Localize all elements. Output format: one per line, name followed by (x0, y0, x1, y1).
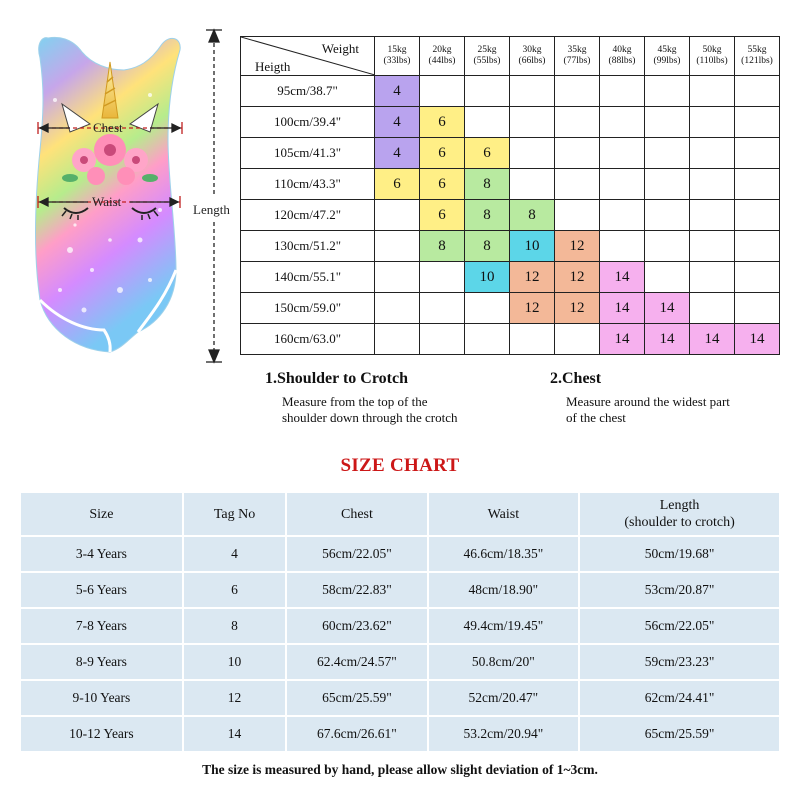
waist-cell: 46.6cm/18.35" (429, 537, 578, 571)
grid-cell (420, 262, 465, 293)
size-cell: 7-8 Years (21, 609, 182, 643)
grid-cell (555, 200, 600, 231)
col-header-chest: Chest (287, 493, 426, 535)
grid-cell (420, 293, 465, 324)
grid-cell (600, 169, 645, 200)
grid-row (241, 262, 780, 293)
waist-cell: 48cm/18.90" (429, 573, 578, 607)
weight-header-row (241, 37, 780, 76)
chest-measure-desc: Measure around the widest part of the chest (566, 394, 730, 425)
grid-cell: 10 (465, 262, 510, 293)
grid-cell: 6 (420, 169, 465, 200)
chest-cell: 62.4cm/24.57" (287, 645, 426, 679)
grid-cell (510, 138, 555, 169)
grid-cell (735, 107, 780, 138)
height-label: 95cm/38.7" (241, 76, 375, 107)
size-row (21, 717, 779, 751)
grid-cell (555, 169, 600, 200)
grid-cell (600, 231, 645, 262)
grid-cell (645, 231, 690, 262)
grid-cell (735, 169, 780, 200)
grid-cell: 6 (420, 138, 465, 169)
grid-row (241, 107, 780, 138)
size-row (21, 609, 779, 643)
grid-row (241, 76, 780, 107)
grid-cell: 14 (600, 293, 645, 324)
grid-cell: 14 (690, 324, 735, 355)
grid-cell: 14 (645, 293, 690, 324)
grid-cell (735, 231, 780, 262)
grid-cell: 12 (555, 262, 600, 293)
length-cell: 62cm/24.41" (580, 681, 779, 715)
grid-row (241, 138, 780, 169)
weight-col-20kg: 20kg (44lbs) (420, 37, 465, 76)
grid-cell (510, 76, 555, 107)
size-row (21, 645, 779, 679)
tag-no-cell: 4 (184, 537, 285, 571)
grid-cell: 12 (510, 293, 555, 324)
grid-cell (420, 324, 465, 355)
grid-cell (465, 107, 510, 138)
grid-cell (690, 107, 735, 138)
grid-row (241, 231, 780, 262)
grid-cell: 4 (375, 138, 420, 169)
grid-cell (735, 200, 780, 231)
grid-cell (555, 76, 600, 107)
grid-cell (600, 138, 645, 169)
grid-cell (735, 138, 780, 169)
grid-cell: 6 (465, 138, 510, 169)
grid-cell: 8 (420, 231, 465, 262)
length-cell: 53cm/20.87" (580, 573, 779, 607)
grid-cell (690, 200, 735, 231)
grid-cell (735, 293, 780, 324)
grid-cell (510, 324, 555, 355)
col-header-length: Length (shoulder to crotch) (580, 493, 779, 535)
height-label: 130cm/51.2" (241, 231, 375, 262)
height-label: 100cm/39.4" (241, 107, 375, 138)
grid-cell (375, 231, 420, 262)
size-row (21, 537, 779, 571)
grid-cell (690, 138, 735, 169)
waist-cell: 53.2cm/20.94" (429, 717, 578, 751)
grid-cell (465, 324, 510, 355)
size-cell: 10-12 Years (21, 717, 182, 751)
grid-cell (690, 76, 735, 107)
grid-cell (645, 76, 690, 107)
size-chart-title: SIZE CHART (340, 455, 460, 476)
grid-cell: 14 (600, 324, 645, 355)
col-header-waist: Waist (429, 493, 578, 535)
grid-cell (600, 107, 645, 138)
grid-cell (645, 107, 690, 138)
length-cell: 65cm/25.59" (580, 717, 779, 751)
size-row (21, 681, 779, 715)
grid-cell: 6 (375, 169, 420, 200)
height-label: 110cm/43.3" (241, 169, 375, 200)
weight-col-30kg: 30kg (66lbs) (510, 37, 555, 76)
grid-cell (690, 231, 735, 262)
weight-col-15kg: 15kg (33lbs) (375, 37, 420, 76)
chest-cell: 67.6cm/26.61" (287, 717, 426, 751)
grid-cell (600, 200, 645, 231)
waist-label: Waist (92, 194, 122, 209)
grid-cell: 8 (510, 200, 555, 231)
measurement-note: The size is measured by hand, please allow slight deviation of 1~3cm. (202, 762, 598, 777)
weight-axis-label: Weight (321, 41, 359, 56)
grid-cell (645, 169, 690, 200)
grid-cell (690, 262, 735, 293)
grid-cell: 8 (465, 200, 510, 231)
waist-cell: 49.4cm/19.45" (429, 609, 578, 643)
height-label: 150cm/59.0" (241, 293, 375, 324)
height-weight-grid (240, 36, 780, 355)
grid-cell (735, 262, 780, 293)
height-axis-label: Heigth (255, 59, 291, 74)
chest-label: Chest (93, 120, 123, 135)
grid-cell (600, 76, 645, 107)
height-label: 160cm/63.0" (241, 324, 375, 355)
size-cell: 9-10 Years (21, 681, 182, 715)
grid-cell: 8 (465, 169, 510, 200)
grid-cell (465, 76, 510, 107)
grid-cell (645, 138, 690, 169)
grid-cell: 6 (420, 107, 465, 138)
grid-row (241, 293, 780, 324)
grid-cell (420, 76, 465, 107)
grid-cell: 4 (375, 107, 420, 138)
grid-row (241, 169, 780, 200)
grid-cell (735, 76, 780, 107)
weight-col-25kg: 25kg (55lbs) (465, 37, 510, 76)
grid-cell (375, 200, 420, 231)
grid-cell: 4 (375, 76, 420, 107)
grid-cell (555, 107, 600, 138)
shoulder-to-crotch-desc: Measure from the top of the shoulder down through the crotch (282, 394, 458, 425)
grid-cell: 14 (645, 324, 690, 355)
grid-cell: 6 (420, 200, 465, 231)
tag-no-cell: 12 (184, 681, 285, 715)
grid-cell (690, 169, 735, 200)
chest-measure-title: 2.Chest (550, 370, 602, 387)
size-cell: 5-6 Years (21, 573, 182, 607)
grid-cell (510, 107, 555, 138)
grid-cell: 12 (555, 293, 600, 324)
grid-cell (555, 138, 600, 169)
corner-header (241, 37, 375, 76)
grid-row (241, 200, 780, 231)
height-label: 140cm/55.1" (241, 262, 375, 293)
grid-cell (555, 324, 600, 355)
grid-cell (375, 324, 420, 355)
grid-cell: 14 (735, 324, 780, 355)
weight-col-55kg: 55kg (121lbs) (735, 37, 780, 76)
tag-no-cell: 6 (184, 573, 285, 607)
grid-cell (645, 200, 690, 231)
size-row (21, 573, 779, 607)
grid-cell: 10 (510, 231, 555, 262)
grid-cell: 12 (555, 231, 600, 262)
col-header-tag-no: Tag No (184, 493, 285, 535)
grid-cell (465, 293, 510, 324)
grid-cell (375, 293, 420, 324)
tag-no-cell: 10 (184, 645, 285, 679)
waist-cell: 52cm/20.47" (429, 681, 578, 715)
size-chart-header-row (21, 493, 779, 535)
grid-cell: 14 (600, 262, 645, 293)
chest-cell: 56cm/22.05" (287, 537, 426, 571)
length-cell: 50cm/19.68" (580, 537, 779, 571)
leotard-illustration (0, 0, 240, 370)
grid-cell: 8 (465, 231, 510, 262)
size-cell: 3-4 Years (21, 537, 182, 571)
grid-cell: 12 (510, 262, 555, 293)
length-cell: 59cm/23.23" (580, 645, 779, 679)
weight-col-35kg: 35kg (77lbs) (555, 37, 600, 76)
weight-col-40kg: 40kg (88lbs) (600, 37, 645, 76)
size-cell: 8-9 Years (21, 645, 182, 679)
height-label: 105cm/41.3" (241, 138, 375, 169)
length-label: Length (193, 202, 230, 217)
weight-col-50kg: 50kg (110lbs) (690, 37, 735, 76)
grid-cell (375, 262, 420, 293)
chest-cell: 65cm/25.59" (287, 681, 426, 715)
grid-cell (645, 262, 690, 293)
tag-no-cell: 14 (184, 717, 285, 751)
grid-row (241, 324, 780, 355)
grid-cell (510, 169, 555, 200)
chest-cell: 60cm/23.62" (287, 609, 426, 643)
grid-cell (690, 293, 735, 324)
waist-cell: 50.8cm/20" (429, 645, 578, 679)
height-label: 120cm/47.2" (241, 200, 375, 231)
shoulder-to-crotch-title: 1.Shoulder to Crotch (265, 370, 408, 387)
chest-cell: 58cm/22.83" (287, 573, 426, 607)
size-chart-table (19, 491, 781, 753)
col-header-size: Size (21, 493, 182, 535)
weight-col-45kg: 45kg (99lbs) (645, 37, 690, 76)
length-cell: 56cm/22.05" (580, 609, 779, 643)
tag-no-cell: 8 (184, 609, 285, 643)
unicode-leotard-image (0, 0, 240, 370)
